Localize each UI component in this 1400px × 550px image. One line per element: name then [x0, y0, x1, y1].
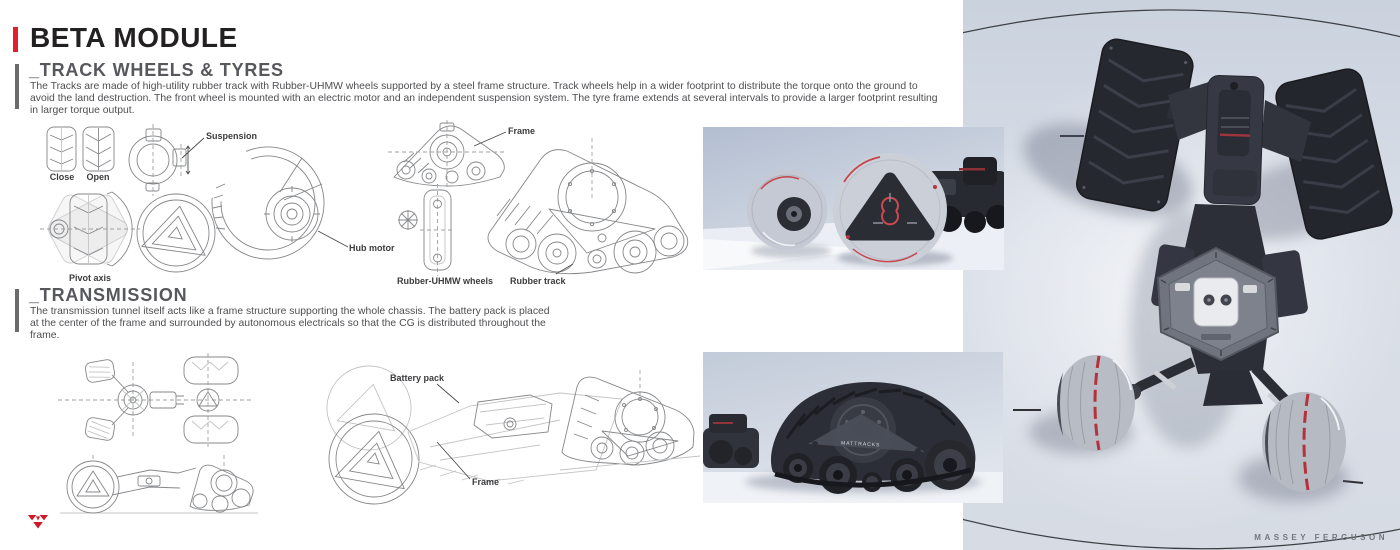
- section-rule-track: [15, 64, 19, 109]
- hero-rear-left-wheel: [1057, 355, 1135, 451]
- section-body-track: The Tracks are made of high-utility rubber track with Rubber-UHMW wheels supported by a steel frame structure. Track wheels help in a wider footprint to distribute the torque onto the ground to avoid the land destruction. The front wheel is mounted with an electric motor and an independent suspension system. The tyre frame extends at several intervals to provide a larger footprint resulting in larger torque output.: [30, 81, 938, 116]
- label-close: Close: [49, 172, 75, 182]
- brand-wordmark: MASSEY FERGUSON: [1254, 533, 1388, 542]
- sketch-vehicle-perspective: [327, 366, 700, 504]
- sketch-chassis-side-view: [60, 455, 258, 513]
- render-track-module-art: [703, 352, 1003, 503]
- sketch-row-transmission: [30, 350, 710, 522]
- render-front-wheels: [703, 127, 1004, 270]
- track-plate-text: MATTRACKS: [840, 440, 881, 449]
- sketch-row-track-wheels: [30, 118, 710, 290]
- section-heading-transmission: _TRANSMISSION: [29, 285, 188, 305]
- title-accent-bar: [13, 27, 18, 52]
- label-pivot-axis: Pivot axis: [68, 273, 112, 283]
- hero-render-art: [963, 0, 1400, 550]
- label-frame-track: Frame: [508, 126, 536, 136]
- sketch-track-side: [388, 120, 506, 190]
- sketch-wheel-front: [137, 194, 215, 272]
- render-main-wheel: [833, 153, 947, 267]
- sketch-tyre-closed: [47, 127, 76, 171]
- sketch-tyre-open: [83, 127, 114, 171]
- label-frame-transmission: Frame: [472, 477, 500, 487]
- hero-render-panel: [963, 0, 1400, 550]
- section-rule-transmission: [15, 289, 19, 332]
- label-rubber-track: Rubber track: [510, 276, 566, 286]
- sketch-chassis-top-view: [58, 353, 252, 447]
- render-front-wheels-art: [703, 127, 1004, 270]
- suspension-leader-line: [180, 130, 220, 165]
- sketch-pivot-axis: [40, 192, 140, 266]
- label-hub-motor: Hub motor: [349, 243, 395, 253]
- label-suspension: Suspension: [206, 131, 258, 141]
- label-battery-pack: Battery pack: [390, 373, 445, 383]
- label-uhmw-wheels: Rubber-UHMW wheels: [397, 276, 494, 286]
- section-heading-track: _TRACK WHEELS & TYRES: [29, 60, 284, 80]
- hero-rear-right-wheel: [1262, 392, 1346, 492]
- render-far-wheel: [747, 170, 827, 250]
- section-body-transmission: The transmission tunnel itself acts like a frame structure supporting the whole chassis. The battery pack is placed at the center of the frame and surrounded by autonomous electricals so that the CG is distributed throughout the frame.: [30, 306, 550, 341]
- sketch-track-perspective: [488, 138, 688, 274]
- label-open: Open: [86, 172, 110, 182]
- massey-ferguson-logo-icon: [27, 511, 49, 531]
- page-title: BETA MODULE: [30, 22, 238, 53]
- sketch-track-front: [398, 184, 455, 276]
- render-track-module: [703, 352, 1003, 503]
